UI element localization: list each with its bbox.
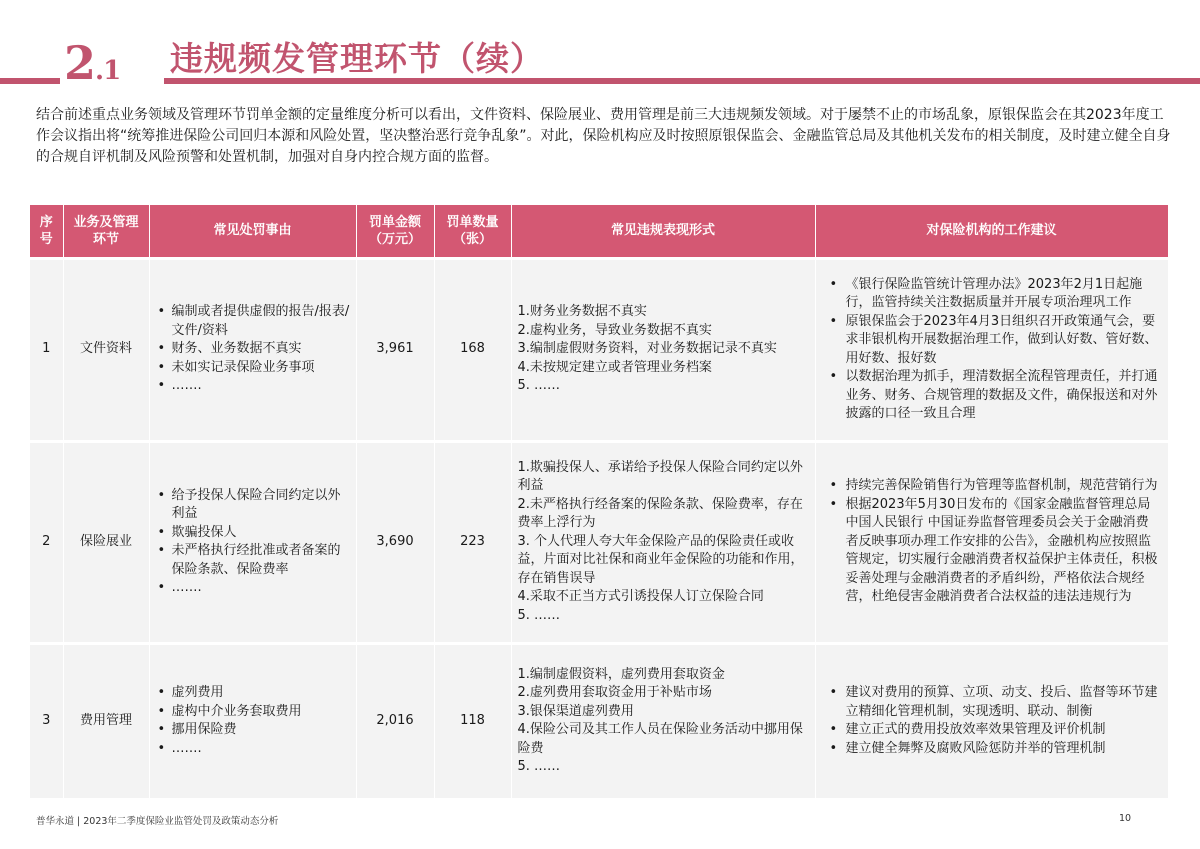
form-item: 1.编制虚假资料，虚列费用套取资金 (517, 666, 725, 682)
col-header-amount: 罚单金额（万元） (356, 205, 434, 258)
reason-item: • 挪用保险费 (172, 721, 350, 740)
form-item: 5. …… (517, 607, 561, 623)
row-number: 3 (30, 643, 63, 798)
reason-item: • 未严格执行经批准或者备案的保险条款、保险费率 (172, 542, 350, 579)
row-count: 223 (434, 441, 511, 643)
reason-item: • 财务、业务数据不真实 (172, 340, 350, 359)
col-header-stage: 业务及管理环节 (63, 205, 149, 258)
form-item: 2.虚构业务，导致业务数据不真实 (517, 322, 712, 338)
row-amount: 2,016 (356, 643, 434, 798)
form-item: 1.财务业务数据不真实 (517, 304, 647, 320)
row-count: 168 (434, 258, 511, 441)
form-item: 5. …… (517, 378, 561, 394)
row-forms (511, 258, 815, 441)
form-item: 3. 个人代理人夸大年金保险产品的保险责任或收益，片面对比社保和商业年金保险的功能和作用，存在销售误导 (517, 533, 804, 586)
intro-paragraph: 结合前述重点业务领域及管理环节罚单金额的定量维度分析可以看出，文件资料、保险展业、费用管理是前三大违规频发领域。对于屡禁不止的市场乱象，原银保监会在其2023年度工作会议指出将“统筹推进保险公司回归本源和风险处置，坚决整治恶行竞争乱象”。对此，保险机构应及时按照原银保监会、金融监管总局及其他机关发布的相关制度，及时建立健全自身的合规自评机制及风险预警和处置机制，加强对自身内控合规方面的监督。 (36, 107, 1171, 165)
table-row (30, 258, 1168, 441)
advice-item: • 建议对费用的预算、立项、动支、投后、监督等环节建立精细化管理机制，实现透明、联动、制衡 (846, 684, 1162, 721)
row-number: 2 (30, 441, 63, 643)
row-stage: 文件资料 (63, 258, 149, 441)
form-item: 4.保险公司及其工作人员在保险业务活动中挪用保险费 (517, 722, 803, 756)
reason-item: • 欺骗投保人 (172, 524, 350, 543)
advice-item: • 根据2023年5月30日发布的《国家金融监督管理总局 中国人民银行 中国证券监督管理委员会关于金融消费者反映事项办理工作安排的公告》，金融机构应按照监管规定，切实履行金融消费者权益保护主体责任，积极妥善处理与金融消费者的矛盾纠纷，严格依法合规经营，杜绝侵害金融消费者合法权益的违法违规行为 (846, 496, 1162, 607)
violation-table (30, 205, 1169, 798)
row-amount: 3,961 (356, 258, 434, 441)
row-count: 118 (434, 643, 511, 798)
page-title: 违规频发管理环节（续） (170, 39, 544, 78)
advice-item: • 持续完善保险销售行为管理等监督机制，规范营销行为 (846, 477, 1162, 496)
row-reasons (149, 441, 356, 643)
reason-item: • ……. (172, 740, 350, 759)
row-number: 1 (30, 258, 63, 441)
row-stage: 保险展业 (63, 441, 149, 643)
advice-item: • 以数据治理为抓手，理清数据全流程管理责任，并打通业务、财务、合规管理的数据及文件，确保报送和对外披露的口径一致且合理 (846, 368, 1162, 424)
row-reasons (149, 258, 356, 441)
reason-item: • 虚构中介业务套取费用 (172, 703, 350, 722)
form-item: 4.未按规定建立或者管理业务档案 (517, 359, 712, 375)
form-item: 1.欺骗投保人、承诺给予投保人保险合同约定以外利益 (517, 459, 803, 494)
table-header-row (30, 205, 1168, 258)
form-item: 5. …… (517, 759, 561, 775)
form-item: 2.未严格执行经备案的保险条款、保险费率，存在费率上浮行为 (517, 496, 803, 531)
reason-item: • 编制或者提供虚假的报告/报表/文件/资料 (172, 303, 350, 340)
page-header (0, 0, 1200, 100)
reason-item: • 未如实记录保险业务事项 (172, 359, 350, 378)
section-number: 2.1 (64, 36, 121, 90)
row-forms (511, 643, 815, 798)
footer-text: 普华永道 | 2023年二季度保险业监管处罚及政策动态分析 (36, 816, 279, 827)
col-header-no: 序号 (30, 205, 63, 258)
form-item: 4.采取不正当方式引诱投保人订立保险合同 (517, 589, 764, 605)
row-advice (815, 441, 1168, 643)
advice-item: • 建立健全舞弊及腐败风险惩防并举的管理机制 (846, 740, 1162, 759)
col-header-count: 罚单数量（张） (434, 205, 511, 258)
form-item: 3.银保渠道虚列费用 (517, 703, 634, 719)
form-item: 3.编制虚假财务资料，对业务数据记录不真实 (517, 341, 777, 357)
row-forms (511, 441, 815, 643)
row-amount: 3,690 (356, 441, 434, 643)
reason-item: • 虚列费用 (172, 684, 350, 703)
row-reasons (149, 643, 356, 798)
reason-item: • 给予投保人保险合同约定以外利益 (172, 487, 350, 524)
form-item: 2.虚列费用套取资金用于补贴市场 (517, 685, 712, 701)
advice-item: • 《银行保险监管统计管理办法》2023年2月1日起施行，监管持续关注数据质量并开展专项治理巩工作 (846, 276, 1162, 313)
table-row (30, 441, 1168, 643)
row-advice (815, 258, 1168, 441)
col-header-advice: 对保险机构的工作建议 (815, 205, 1168, 258)
row-stage: 费用管理 (63, 643, 149, 798)
advice-item: • 原银保监会于2023年4月3日组织召开政策通气会，要求非银机构开展数据治理工作，做到认好数、管好数、用好数、报好数 (846, 313, 1162, 369)
page-number: 10 (1119, 813, 1132, 824)
advice-item: • 建立正式的费用投放效率效果管理及评价机制 (846, 721, 1162, 740)
reason-item: • ……. (172, 579, 350, 598)
col-header-reasons: 常见处罚事由 (149, 205, 356, 258)
col-header-forms: 常见违规表现形式 (511, 205, 815, 258)
row-advice (815, 643, 1168, 798)
table-row (30, 643, 1168, 798)
reason-item: • ……. (172, 377, 350, 396)
